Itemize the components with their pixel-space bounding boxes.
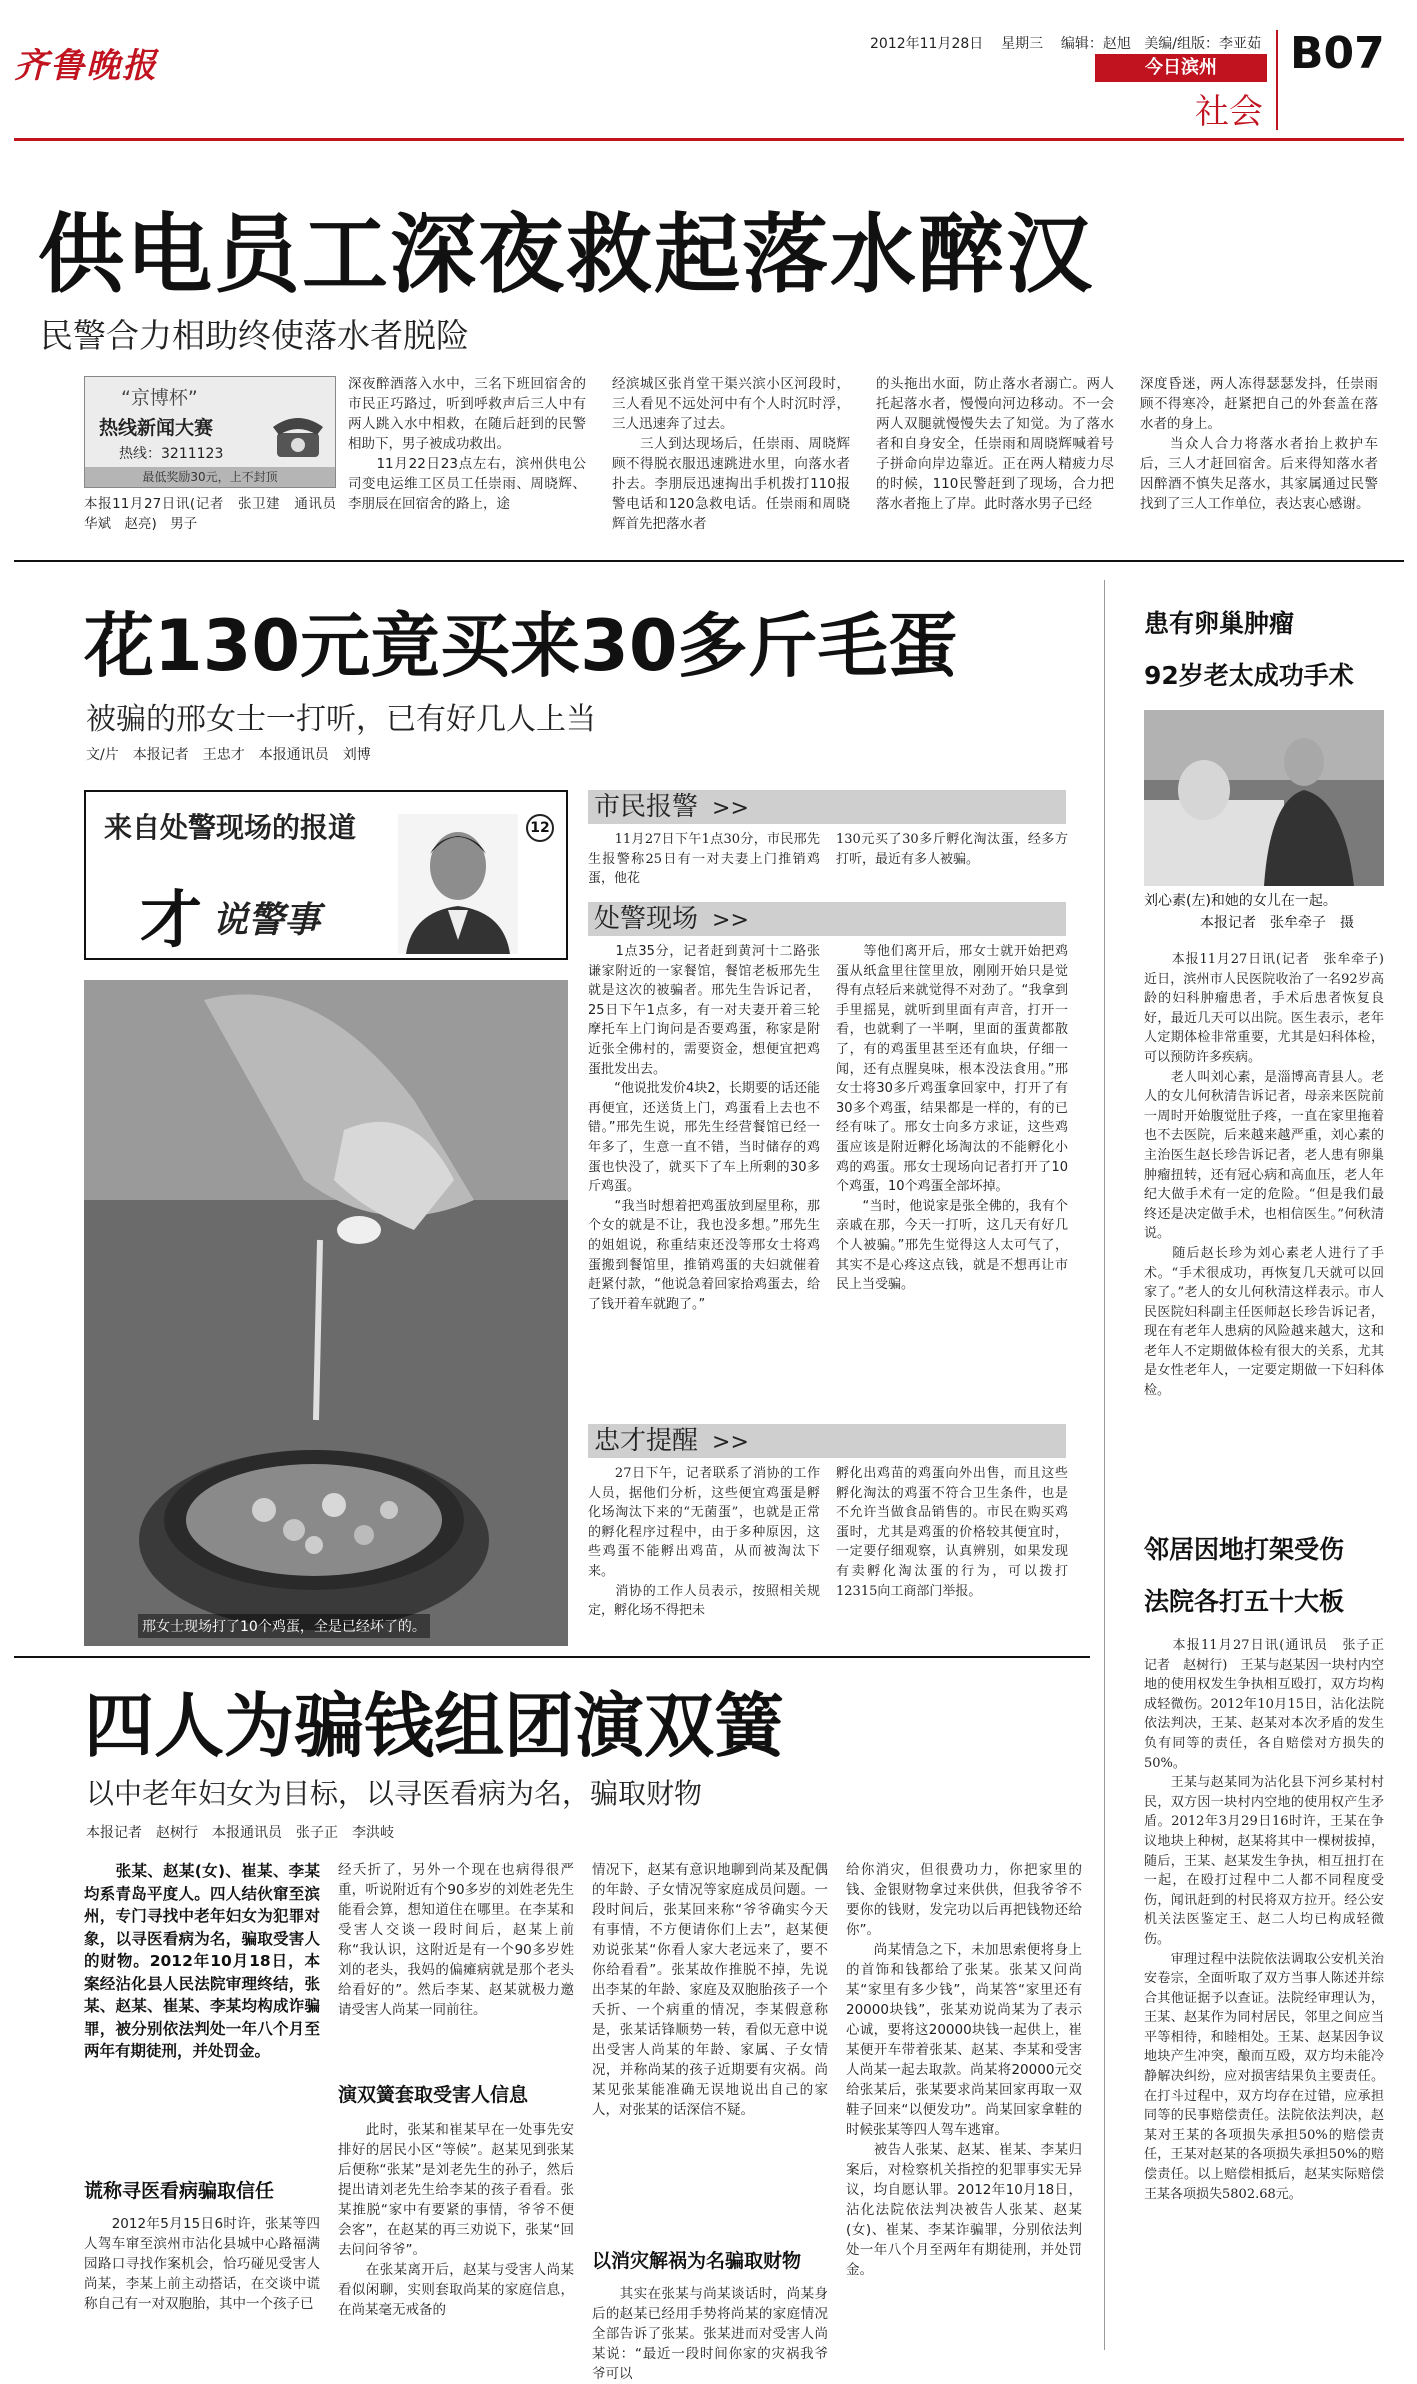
section-scene bbox=[588, 902, 1066, 936]
story1-col1: 深夜醉酒落入水中，三名下班回宿舍的市民正巧路过，听到呼救声后三人中有两人跳入水中相救，在随后赶到的民警相助下，男子被成功救出。 11月22日23点左右，滨州供电公司变电运维工区员工任崇雨、周晓辉、李朋辰在回宿舍的路上，途 bbox=[348, 376, 586, 512]
story3-col4-body: 给你消灾，但很费功力，你把家里的钱、金银财物拿过来供供，但我爷爷不要你的钱财，发完功以后再把钱物还给你”。 尚某情急之下，未加思索便将身上的首饰和钱都给了张某。张某又问尚某“家里有多少钱”，尚某答“家里还有20000块钱”，张某劝说尚某为了表示心诚，要将这20000块钱一起供上，崔某便开车带着张某、赵某、李某和受害人尚某一起去取款。尚某将20000元交给张某后，张某要求尚某回家再取一双鞋子回来“以便发功”。尚某回家拿鞋的时候张某等四人驾车逃窜。 被告人张某、赵某、崔某、李某归案后，对检察机关指控的犯罪事实无异议，均自愿认罪。2012年10月18日，沾化法院依法判决被告人张某、赵某(女)、崔某、李某诈骗罪，分别依法判处一年八个月至两年有期徒刑，并处罚金。 bbox=[846, 1862, 1082, 2278]
sidebar2-headline-line1: 邻居因地打架受伤 bbox=[1144, 1535, 1345, 1564]
story3-headline: 四人为骗钱组团演双簧 bbox=[84, 1685, 784, 1767]
section-tip-arrow: >> bbox=[712, 1430, 749, 1455]
tip-col1: 27日下午，记者联系了消协的工作人员，据他们分析，这些便宜鸡蛋是孵化场淘汰下来的“无菌蛋”，也就是正常的孵化程序过程中，由于多种原因，这些鸡蛋不能孵出鸡苗，从而被淘汰下来。 消协的工作人员表示，按照相关规定，孵化场不得把未 bbox=[588, 1466, 820, 1619]
story1-col4: 深度昏迷，两人冻得瑟瑟发抖，任崇雨顾不得寒冷，赶紧把自己的外套盖在落水者的身上。 当众人合力将落水者抬上救护车后，三人才赶回宿舍。后来得知落水者因醉酒不慎失足落水，其家属通过民警找到了三人工作单位，表达衷心感谢。 bbox=[1140, 376, 1378, 512]
tip-col2: 孵化出鸡苗的鸡蛋向外出售，而且这些孵化淘汰的鸡蛋不符合卫生条件，也是不允许当做食品销售的。市民在购买鸡蛋时，尤其是鸡蛋的价格较其便宜时，一定要仔细观察，认真辨别，如果发现有卖孵化淘汰蛋的行为，可以拨打12315向工商部门举报。 bbox=[836, 1466, 1068, 1599]
story2-subhead: 被骗的邢女士一打听，已有好几人上当 bbox=[86, 702, 596, 737]
story3-col3-body: 情况下，赵某有意识地聊到尚某及配偶的年龄、子女情况等家庭成员问题。一段时间后，张某回来称“爷爷确实今天有事情，不方便请你们上去”，赵某便劝说张某“你看人家大老远来了，要不你给看看”。张某故作推脱不掉，先说出李某的年龄、家庭及双胞胎孩子一个夭折、一个病重的情况，李某假意称是，张某话锋顺势一转，看似无意中说出受害人尚某的年龄、家属、子女情况，并称尚某的孩子近期要有灾祸。尚某见张某能准确无误地说出自己的家人，对张某的话深信不疑。 bbox=[592, 1862, 828, 2118]
report-col1: 11月27日下午1点30分，市民邢先生报警称25日有一对夫妻上门推销鸡蛋，他花 bbox=[588, 832, 820, 887]
ad-reward: 最低奖励30元，上不封顶 bbox=[85, 467, 335, 487]
story1-rule bbox=[14, 560, 1404, 562]
ad-name: 热线新闻大赛 bbox=[99, 417, 214, 439]
photo-caption: 邢女士现场打了10个鸡蛋，全是已经坏了的。 bbox=[138, 1614, 430, 1638]
sidebar1-photo-credit: 本报记者 张牟牵子 摄 bbox=[1200, 915, 1354, 931]
story1-col2: 经滨城区张肖堂干渠兴滨小区河段时，三人看见不远处河中有个人时沉时浮，三人迅速奔了过去。 三人到达现场后，任崇雨、周晓辉顾不得脱衣服迅速跳进水里，向落水者扑去。李朋辰迅速掏出手机拨打110报警电话和120急救电话。任崇雨和周晓辉首先把落水者 bbox=[612, 376, 850, 532]
issue-weekday: 星期三 bbox=[1001, 36, 1044, 52]
edition-meta bbox=[870, 33, 1261, 53]
masthead-divider bbox=[1276, 30, 1278, 130]
story1-dateline: 本报11月27日讯(记者 张卫建 通讯员 华斌 赵亮) 男子 bbox=[84, 496, 350, 532]
page-number: B07 bbox=[1290, 28, 1385, 79]
story3-sub1: 谎称寻医看病骗取信任 bbox=[84, 2180, 275, 2202]
column-banner-title: 来自处警现场的报道 bbox=[104, 811, 357, 844]
section-report-arrow: >> bbox=[712, 796, 749, 821]
section-scene-arrow: >> bbox=[712, 908, 749, 933]
column-banner-name-b: 说警事 bbox=[212, 899, 321, 941]
masthead-rule bbox=[14, 138, 1404, 141]
sidebar2-headline-line2: 法院各打五十大板 bbox=[1144, 1587, 1345, 1616]
ad-phone: 热线：3211123 bbox=[119, 446, 224, 462]
reporter-portrait bbox=[398, 814, 518, 954]
section-tip-label: 忠才提醒 bbox=[594, 1426, 699, 1456]
story1-col3: 的头拖出水面，防止落水者溺亡。两人托起落水者，慢慢向河边移动。不一会两人双腿就慢慢失去了知觉。为了落水者和自身安全，任崇雨和周晓辉喊着号子拼命向岸边靠近。正在两人精疲力尽的时候，110民警赶到了现场，合力把落水者拖上了岸。此时落水男子已经 bbox=[876, 376, 1114, 512]
sidebar1-body: 本报11月27日讯(记者 张牟牵子) 近日，滨州市人民医院收治了一名92岁高龄的妇科肿瘤患者，手术后患者恢复良好，最近几天可以出院。医生表示，老年人定期体检非常重要，尤其是妇科体检，可以预防许多疾病。 老人叫刘心素，是淄博高青县人。老人的女儿何秋清告诉记者，母亲来医院前一周时开始腹觉肚子疼，一直在家里拖着也不去医院，后来越来越严重，刘心素的主治医生赵长珍告诉记者，老人患有卵巢肿瘤扭转，还有冠心病和高血压，老人年纪大做手术有一定的危险。“但是我们最终还是决定做手术，也相信医生。”何秋清说。 随后赵长珍为刘心素老人进行了手术。“手术很成功，再恢复几天就可以回家了。”老人的女儿何秋清这样表示。市人民医院妇科副主任医师赵长珍告诉记者，现在有老年人患病的风险越来越大，这和老年人不定期做体检有很大的关系，尤其是女性老年人，一定要定期做一下妇科体检。 bbox=[1144, 952, 1384, 1399]
telephone-icon bbox=[271, 413, 325, 459]
column-banner-number: 12 bbox=[526, 814, 554, 842]
story3-col2-top: 经夭折了，另外一个现在也病得很严重，听说附近有个90多岁的刘姓老先生能看会算，想知道住在哪里。在李某和受害人交谈一段时间后，赵某上前称“我认识，这附近是有一个90多岁姓刘的老头，我妈的偏瘫病就是那个老头给看好的”。然后李某、赵某就极力邀请受害人尚某一同前往。 bbox=[338, 1862, 574, 2018]
section-report-label: 市民报警 bbox=[594, 792, 699, 822]
story2-byline: 文/片 本报记者 王忠才 本报通讯员 刘博 bbox=[86, 747, 371, 763]
newspaper-logo: 齐鲁晚报 bbox=[14, 46, 158, 86]
story3-col1-body: 2012年5月15日6时许，张某等四人驾车窜至滨州市沾化县城中心路福满园路口寻找作案机会，恰巧碰见受害人尚某，李某上前主动搭话，在交谈中谎称自己有一对双胞胎，其中一个孩子已 bbox=[84, 2216, 320, 2312]
editor-credit: 编辑：赵旭 bbox=[1060, 36, 1131, 52]
rotten-eggs-photo bbox=[84, 980, 568, 1646]
sidebar1-photo-caption: 刘心素(左)和她的女儿在一起。 bbox=[1144, 893, 1337, 909]
issue-date: 2012年11月28日 bbox=[870, 36, 984, 52]
story2-headline: 花130元竟买来30多斤毛蛋 bbox=[84, 605, 958, 687]
column-banner-name-a: 才 bbox=[140, 883, 203, 956]
patient-photo bbox=[1144, 710, 1384, 886]
edition-label: 今日滨州 bbox=[1095, 54, 1267, 82]
story3-sub2: 演双簧套取受害人信息 bbox=[338, 2084, 529, 2106]
story3-col3-tail: 其实在张某与尚某谈话时，尚某身后的赵某已经用手势将尚某的家庭情况全部告诉了张某。张某进而对受害人尚某说：“最近一段时间你家的灾祸我爷爷可以 bbox=[592, 2286, 828, 2382]
hotline-ad bbox=[84, 376, 336, 488]
story1-headline: 供电员工深夜救起落水醉汉 bbox=[38, 205, 1094, 305]
story3-col2-body: 此时，张某和崔某早在一处事先安排好的居民小区“等候”。赵某见到张某后便称“张某”是刘老先生的孙子，然后提出请刘老先生给李某的孩子看看。张某推脱“家中有要紧的事情，爷爷不便会客”，在赵某的再三劝说下，张某“回去问问爷爷”。 在张某离开后，赵某与受害人尚某看似闲聊，实则套取尚某的家庭信息，在尚某毫无戒备的 bbox=[338, 2122, 574, 2318]
story2-rule bbox=[14, 1656, 1090, 1658]
scene-col1: 1点35分，记者赶到黄河十二路张谦家附近的一家餐馆，餐馆老板邢先生就是这次的被骗者。邢先生告诉记者，25日下午1点多，有一对夫妻开着三轮摩托车上门询问是否要鸡蛋，称家是附近张全佛村的，需要资金，想便宜把鸡蛋批发出去。 “他说批发价4块2，长期要的话还能再便宜，还送货上门，鸡蛋看上去也不错。”邢先生说，邢先生经营餐馆已经一年多了，生意一直不错，当时储存的鸡蛋也快没了，就买下了车上所剩的30多斤鸡蛋。 “我当时想着把鸡蛋放到屋里称，那个女的就是不让，我也没多想。”邢先生的姐姐说，称重结束还没等邢女士将鸡蛋搬到餐馆里，推销鸡蛋的夫妇就催着赶紧付款，“他说急着回家拾鸡蛋去，给了钱开着车就跑了。” bbox=[588, 944, 820, 1312]
sidebar-divider bbox=[1104, 580, 1105, 2350]
section-report bbox=[588, 790, 1066, 824]
sidebar2-body: 本报11月27日讯(通讯员 张子正 记者 赵树行) 王某与赵某因一块村内空地的使用权发生争执相互殴打，双方均构成轻微伤。2012年10月15日，沾化法院依法判决，王某、赵某对本次矛盾的发生负有同等的责任，各自赔偿对方损失的50%。 王某与赵某同为沾化县下河乡某村村民，双方因一块村内空地的使用权产生矛盾。2012年3月29日16时许，王某在争议地块上种树，赵某将其中一棵树拔掉，随后，王某、赵某发生争执，相互扭打在一起，在殴打过程中二人都不同程度受伤，闻讯赶到的村民将双方拉开。经公安机关法医鉴定王、赵二人均已构成轻微伤。 审理过程中法院依法调取公安机关治安卷宗，全面听取了双方当事人陈述并综合其他证据予以查证。法院经审理认为，王某、赵某作为同村居民，邻里之间应当平等相待，和睦相处。王某、赵某因争议地块产生冲突，酿而互殴，双方均未能冷静解决纠纷，应对损害结果负主要责任。在打斗过程中，双方均存在过错，应承担同等的民事赔偿责任。法院依法判决，赵某对王某的各项损失承担50%的赔偿责任，王某对赵某的各项损失承担50%的赔偿责任。以上赔偿相抵后，赵某实际赔偿王某各项损失5802.68元。 bbox=[1144, 1638, 1384, 2202]
sidebar1-headline-line2: 92岁老太成功手术 bbox=[1144, 661, 1354, 690]
ad-title: “京博杯” bbox=[121, 387, 198, 409]
designer-credit: 美编/组版：李亚茹 bbox=[1144, 36, 1261, 52]
story3-subhead: 以中老年妇女为目标，以寻医看病为名，骗取财物 bbox=[86, 1777, 703, 1810]
story1-subhead: 民警合力相助终使落水者脱险 bbox=[40, 316, 469, 355]
scene-col2: 等他们离开后，邢女士就开始把鸡蛋从纸盒里往筐里放，刚刚开始只是觉得有点轻后来就觉得不对劲了。“我拿到手里摇晃，就听到里面有声音，打开一看，也就剩了一半啊，里面的蛋黄都散了，有的鸡蛋里甚至还有血块，仔细一闻，还有点腥臭味，根本没法食用。”邢女士将30多斤鸡蛋拿回家中，打开了有30多个鸡蛋，结果都是一样的，有的已经有味了。邢女士向多方求证，这些鸡蛋应该是附近孵化场淘汰的不能孵化小鸡的鸡蛋。邢女士现场向记者打开了10个鸡蛋，10个鸡蛋全部坏掉。 “当时，他说家是张全佛的，我有个亲戚在那，今天一打听，这几天有好几个人被骗。”邢先生觉得这人太可气了，其实不是心疼这点钱，就是不想再让市民上当受骗。 bbox=[836, 944, 1068, 1293]
sidebar1-headline-line1: 患有卵巢肿瘤 bbox=[1144, 609, 1295, 638]
story3-byline: 本报记者 赵树行 本报通讯员 张子正 李洪岐 bbox=[86, 1825, 394, 1841]
report-col2: 130元买了30多斤孵化淘汰蛋，经多方打听，最近有多人被骗。 bbox=[836, 832, 1068, 867]
section-scene-label: 处警现场 bbox=[594, 904, 699, 934]
story3-sub3: 以消灾解祸为名骗取财物 bbox=[592, 2250, 802, 2272]
column-banner bbox=[84, 790, 568, 960]
section-name: 社会 bbox=[1195, 92, 1263, 132]
story3-lead: 张某、赵某(女)、崔某、李某均系青岛平度人。四人结伙窜至滨州，专门寻找中老年妇女为犯罪对象，以寻医看病为名，骗取受害人的财物。2012年10月18日，本案经沾化县人民法院审理终结，张某、赵某、崔某、李某均构成诈骗罪，被分别依法判处一年八个月至两年有期徒刑，并处罚金。 bbox=[84, 1862, 320, 2060]
section-tip bbox=[588, 1424, 1066, 1458]
